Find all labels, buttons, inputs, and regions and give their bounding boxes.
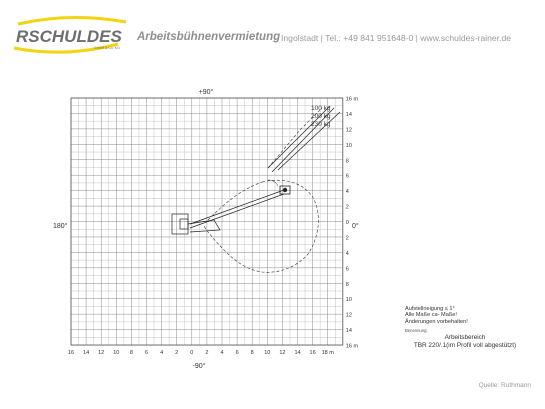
scale-tick-bottom: 12	[279, 350, 286, 357]
scale-tick-right: 2	[345, 235, 349, 242]
note-line-3: Änderungen vorbehalten!	[405, 318, 468, 325]
scale-tick-bottom: 2	[205, 350, 209, 357]
scale-tick-right: 4	[345, 189, 349, 196]
scale-tick-right: 4	[345, 250, 349, 257]
page-header	[0, 0, 545, 70]
load-labels	[311, 105, 331, 128]
note-line-2: Alle Maße ca- Maße!	[405, 312, 457, 319]
angle-label-left: 180°	[53, 223, 68, 230]
load-label-200: 200 kg	[311, 113, 331, 120]
scale-tick-bottom: 6	[235, 350, 239, 357]
scale-tick-right: 16 m	[345, 343, 359, 350]
logo-subtext: GmbH & Co. KG	[94, 46, 120, 50]
chassis	[172, 214, 220, 234]
benennung-label: Benennung:	[405, 328, 428, 334]
scale-tick-right: 6	[345, 266, 349, 273]
angle-label-right: 0°	[352, 223, 359, 230]
angle-label-bottom: -90°	[192, 363, 206, 370]
load-label-230: 230 kg	[311, 121, 331, 128]
scale-tick-bottom: 0	[190, 350, 194, 357]
horizontal-scale	[68, 350, 334, 356]
scale-tick-right: 12	[345, 312, 352, 319]
scale-tick-bottom: 12	[98, 350, 105, 357]
scale-tick-right: 8	[345, 158, 349, 165]
scale-tick-bottom: 6	[144, 350, 149, 357]
scale-tick-bottom: 10	[113, 350, 120, 357]
platform-basket	[280, 186, 290, 194]
scale-tick-right: 16 m	[345, 96, 359, 103]
scale-tick-bottom: 18 m	[321, 350, 334, 357]
scale-tick-right: 10	[345, 297, 352, 304]
load-label-100: 100 kg	[311, 105, 331, 112]
scale-tick-bottom: 14	[83, 350, 90, 357]
scale-tick-right: 8	[345, 281, 349, 288]
contact-info: Ingolstadt | Tel.: +49 841 951648-0 | www.schuldes-rainer.de	[281, 33, 512, 43]
range-title: Arbeitsbereich	[444, 334, 486, 342]
scale-tick-right: 14	[345, 111, 352, 118]
angle-label-top: +90°	[198, 89, 214, 96]
scale-tick-right: 12	[345, 127, 352, 134]
page-tagline: Arbeitsbühnenvermietung	[137, 31, 281, 43]
scale-tick-bottom: 8	[129, 350, 133, 357]
company-logo	[10, 14, 132, 54]
scale-tick-bottom: 16	[67, 350, 75, 357]
source-credit: Quelle: Ruthmann	[478, 382, 531, 389]
scale-tick-right: 0	[345, 220, 349, 227]
scale-tick-bottom: 14	[294, 350, 301, 357]
scale-tick-bottom: 8	[250, 350, 254, 357]
scale-tick-right: 2	[345, 204, 349, 211]
scale-tick-right: 6	[345, 173, 349, 180]
scale-tick-right: 10	[345, 142, 352, 149]
scale-tick-bottom: 10	[264, 350, 271, 357]
scale-tick-bottom: 2	[175, 350, 179, 357]
scale-tick-bottom: 4	[220, 350, 224, 357]
logo-text: RSCHULDES	[16, 27, 122, 46]
scale-tick-bottom: 16	[309, 350, 316, 357]
scale-tick-bottom: 4	[160, 350, 164, 357]
working-envelope	[204, 108, 322, 272]
notes-box	[405, 306, 525, 349]
note-line-1: Aufstellneigung ≤ 1°	[405, 306, 455, 312]
scale-tick-right: 14	[345, 328, 352, 335]
model-title: TBR 220/.1(im Profil voll abgestützt)	[413, 342, 517, 350]
